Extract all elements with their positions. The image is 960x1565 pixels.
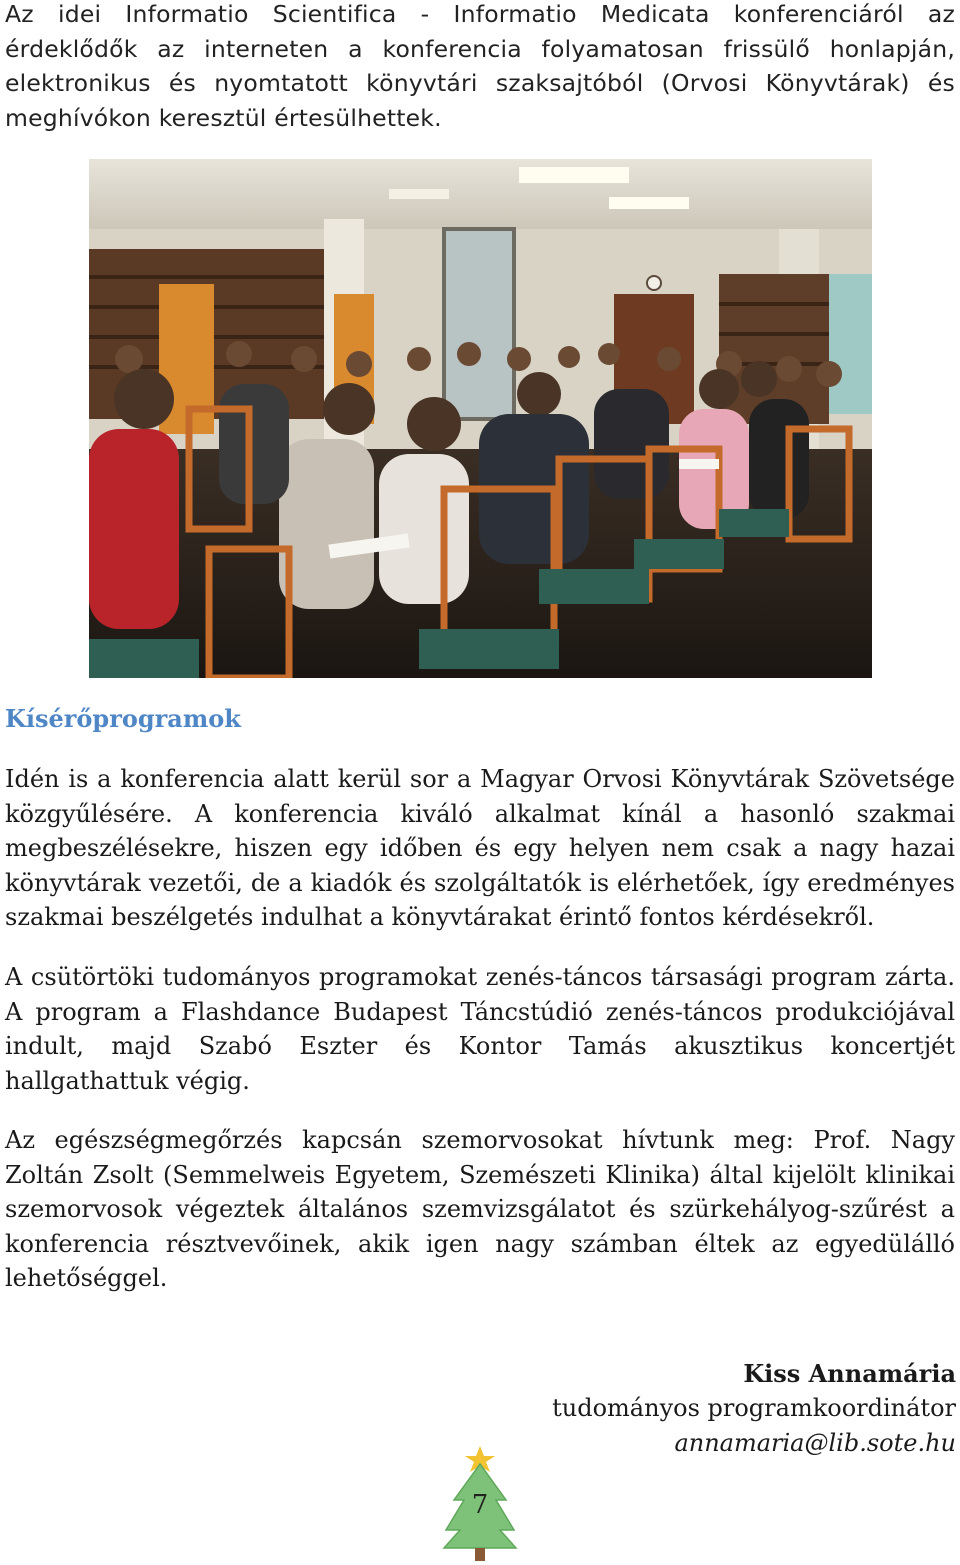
page-number: 7: [471, 1490, 489, 1520]
conference-photo: [89, 159, 872, 678]
signature-role: tudományos programkoordinátor: [552, 1394, 956, 1422]
section-paragraph-3: Az egészségmegőrzés kapcsán szemorvosokat hívtunk meg: Prof. Nagy Zoltán Zsolt (Semmelweis Egyetem, Szemészeti Klinika) által kijelölt klinikai szemorvosok végeztek általános szemvizsgálatot és szürkehályog-szűrést a konferencia résztvevőinek, akik igen nagy számban éltek az egyedülálló lehetőséggel.: [5, 1126, 955, 1292]
section-paragraph-2: A csütörtöki tudományos programokat zenés-táncos társasági program zárta. A program a Flashdance Budapest Táncstúdió zenés-táncos produkciójával indult, majd Szabó Eszter és Kontor Tamás akusztikus koncertjét hallgathattuk végig.: [5, 963, 955, 1095]
signature-block: [552, 1356, 956, 1461]
section-paragraph-1: Idén is a konferencia alatt kerül sor a Magyar Orvosi Könyvtárak Szövetsége közgyűlésére. A konferencia kiváló alkalmat kínál a hasonló szakmai megbeszélésekre, hiszen egy időben és egy helyen nem csak a nagy hazai könyvtárak vezetői, de a kiadók és szolgáltatók is elérhetőek, így eredményes szakmai beszélgetés indulhat a könyvtárakat érintő fontos kérdésekről.: [5, 765, 955, 931]
section-heading: Kísérőprogramok: [5, 704, 241, 733]
signature-name: Kiss Annamária: [743, 1359, 956, 1388]
intro-paragraph: Az idei Informatio Scientifica - Informatio Medicata konferenciáról az érdeklődők az interneten a konferencia folyamatosan frissülő honlapján, elektronikus és nyomtatott könyvtári szaksajtóból (Orvosi Könyvtárak) és meghívókon keresztül értesülhettek.: [5, 0, 955, 132]
signature-email[interactable]: annamaria@lib.sote.hu: [674, 1429, 956, 1457]
